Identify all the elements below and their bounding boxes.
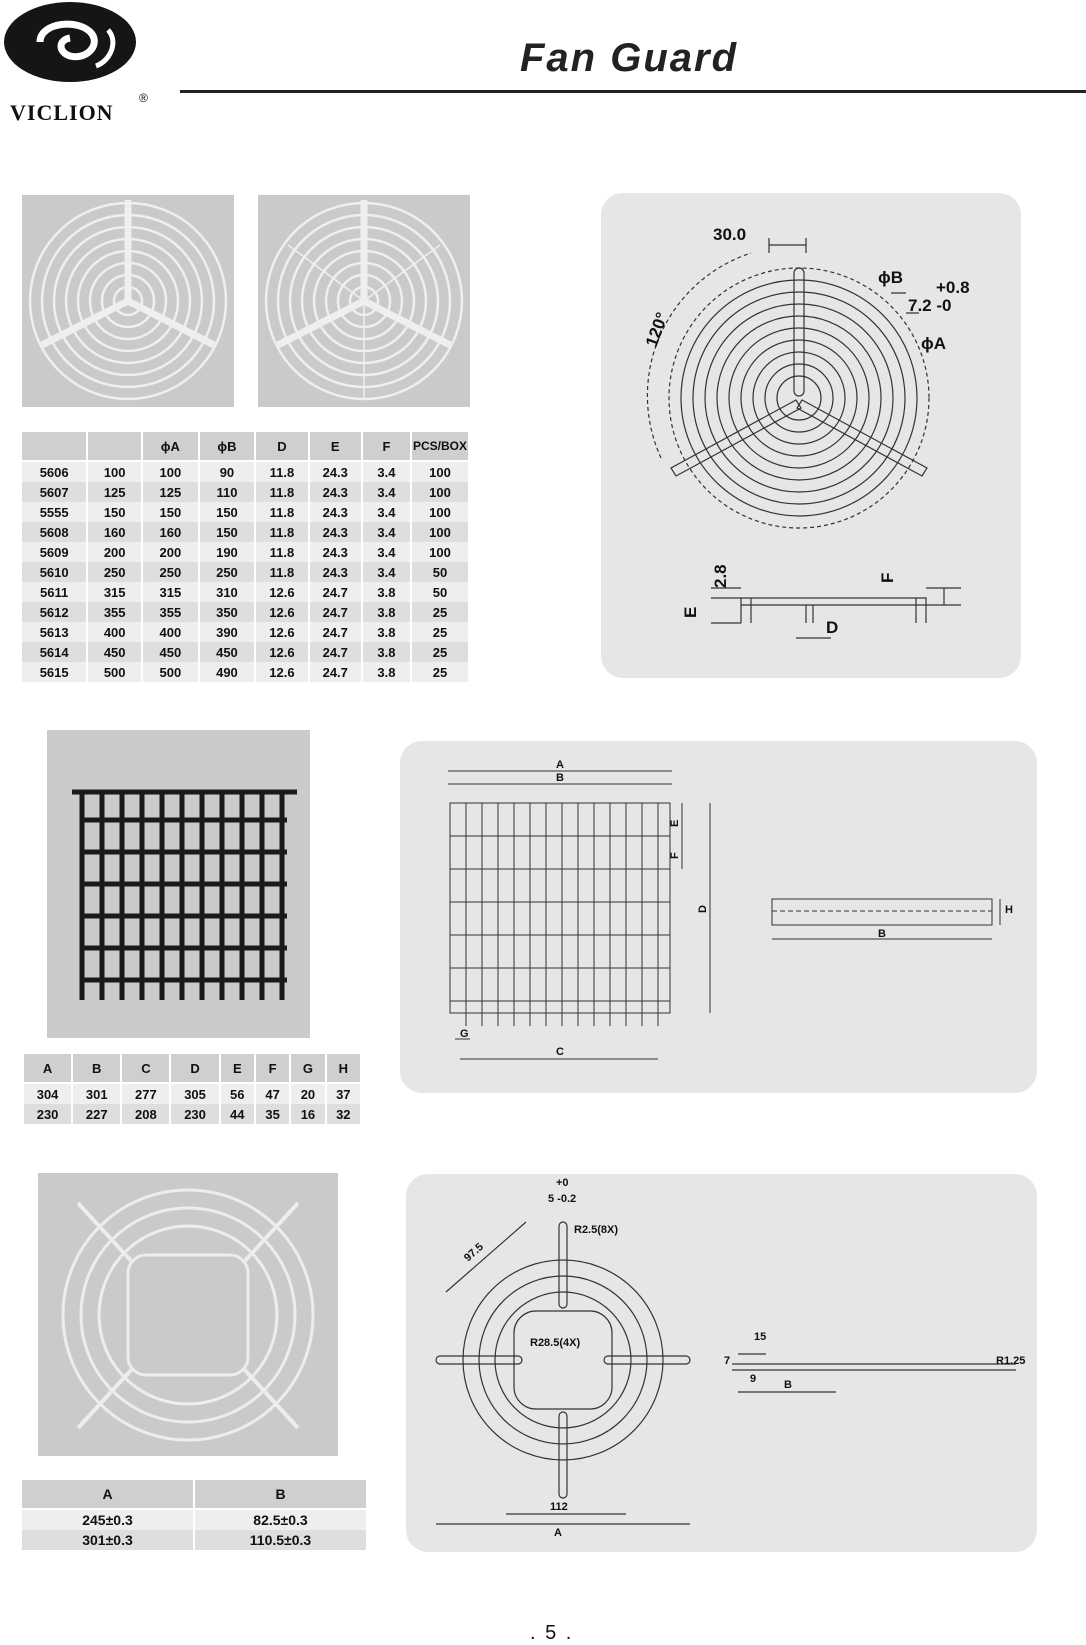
table-cell: 150	[87, 502, 142, 522]
logo	[0, 0, 140, 90]
table-cell: 230	[170, 1104, 219, 1124]
square-guard-photo	[47, 730, 310, 1038]
col-header: F	[362, 431, 411, 461]
dim-h: H	[1005, 904, 1013, 916]
table-cell: 250	[199, 562, 256, 582]
table-cell: 5608	[21, 522, 87, 542]
ring-guard-photo	[38, 1173, 338, 1456]
table-cell: 3.8	[362, 622, 411, 642]
table-cell: 37	[326, 1083, 361, 1104]
table-cell: 24.7	[309, 642, 362, 662]
dim-a: A	[556, 759, 564, 771]
col-header: ϕB	[199, 431, 256, 461]
col-header: E	[309, 431, 362, 461]
round-guard-photo-1	[22, 195, 234, 407]
dim-d: D	[826, 618, 839, 637]
table-cell: 301	[72, 1083, 121, 1104]
table-cell: 3.4	[362, 522, 411, 542]
table-cell: 44	[220, 1104, 255, 1124]
table-cell: 350	[199, 602, 256, 622]
dim-b: B	[784, 1379, 792, 1391]
table-cell: 90	[199, 461, 256, 482]
table-cell: 100	[411, 502, 469, 522]
table-cell: 250	[142, 562, 199, 582]
dim-phi-b: ϕB	[878, 268, 904, 287]
header-rule	[180, 90, 1086, 93]
table-cell: 150	[199, 502, 256, 522]
table-cell: 20	[290, 1083, 325, 1104]
dim-tol-plus: +0	[556, 1177, 569, 1189]
registered-mark: ®	[139, 91, 148, 105]
table-cell: 11.8	[255, 502, 308, 522]
table-cell: 310	[199, 582, 256, 602]
col-header: E	[220, 1053, 255, 1083]
table-cell: 3.8	[362, 582, 411, 602]
ring-guard-drawing	[406, 1174, 1037, 1552]
dim-tol-value: 5 -0.2	[548, 1193, 577, 1205]
spec-table-round	[20, 430, 470, 682]
col-header: D	[255, 431, 308, 461]
col-header: ϕA	[142, 431, 199, 461]
table-cell: 315	[87, 582, 142, 602]
table-cell: 3.8	[362, 602, 411, 622]
table-cell: 12.6	[255, 582, 308, 602]
table-cell: 400	[87, 622, 142, 642]
table-cell: 24.3	[309, 522, 362, 542]
table-cell: 12.6	[255, 642, 308, 662]
table-row	[21, 622, 469, 642]
table-row	[21, 562, 469, 582]
table-cell: 5614	[21, 642, 87, 662]
table-cell: 11.8	[255, 461, 308, 482]
table-cell: 150	[142, 502, 199, 522]
table-cell: 3.4	[362, 461, 411, 482]
dim-c: C	[556, 1046, 564, 1058]
dim-2-8: 2.8	[711, 564, 730, 588]
table-cell: 50	[411, 562, 469, 582]
dim-b-side: B	[878, 928, 886, 940]
col-header: PCS/BOX	[411, 431, 469, 461]
table-cell: 160	[142, 522, 199, 542]
product-photo-round-guard-1	[22, 195, 234, 407]
table-cell: 24.3	[309, 562, 362, 582]
diagram-panel-square	[400, 741, 1037, 1093]
round-guard-photo-2	[258, 195, 470, 407]
table-cell: 12.6	[255, 662, 308, 682]
table-cell: 24.3	[309, 482, 362, 502]
product-photo-round-guard-2	[258, 195, 470, 407]
dim-f: F	[878, 572, 897, 583]
col-header	[87, 431, 142, 461]
page-number: . 5 .	[530, 1622, 574, 1644]
table-row	[21, 662, 469, 682]
product-photo-ring-guard	[38, 1173, 338, 1456]
table-cell: 3.8	[362, 642, 411, 662]
table-cell: 5555	[21, 502, 87, 522]
table-cell: 227	[72, 1104, 121, 1124]
table-cell: 160	[87, 522, 142, 542]
col-header: H	[326, 1053, 361, 1083]
table-cell: 11.8	[255, 562, 308, 582]
page-title: Fan Guard	[520, 36, 739, 80]
dim-tol-plus: +0.8	[936, 278, 970, 297]
table-cell: 150	[199, 522, 256, 542]
table-header-row	[21, 1479, 367, 1509]
dim-g: G	[460, 1028, 469, 1040]
dim-r28-5: R28.5(4X)	[530, 1337, 581, 1349]
dim-r2-5: R2.5(8X)	[574, 1224, 619, 1236]
col-header: A	[21, 1479, 194, 1509]
dim-30: 30.0	[713, 225, 747, 244]
table-row	[23, 1083, 361, 1104]
table-cell: 190	[199, 542, 256, 562]
table-cell: 11.8	[255, 542, 308, 562]
table-cell: 24.7	[309, 622, 362, 642]
table-row	[21, 582, 469, 602]
table-cell: 450	[199, 642, 256, 662]
table-cell: 25	[411, 602, 469, 622]
spec-table-square	[22, 1052, 362, 1124]
table-cell: 5612	[21, 602, 87, 622]
table-cell: 100	[411, 482, 469, 502]
table-cell: 355	[142, 602, 199, 622]
dim-phi-a: ϕA	[921, 334, 947, 353]
table-cell: 16	[290, 1104, 325, 1124]
dim-e: E	[669, 819, 681, 827]
col-header: D	[170, 1053, 219, 1083]
table-cell: 450	[87, 642, 142, 662]
col-header: A	[23, 1053, 72, 1083]
col-header: G	[290, 1053, 325, 1083]
table-cell: 5615	[21, 662, 87, 682]
table-cell: 110	[199, 482, 256, 502]
table-cell: 100	[411, 542, 469, 562]
dim-97-5: 97.5	[461, 1240, 486, 1265]
dim-e: E	[681, 606, 700, 618]
table-cell: 100	[411, 522, 469, 542]
table-cell: 200	[142, 542, 199, 562]
col-header: C	[121, 1053, 170, 1083]
table-cell: 355	[87, 602, 142, 622]
spec-table-ring	[20, 1478, 368, 1550]
table-cell: 245±0.3	[21, 1509, 194, 1530]
table-cell: 82.5±0.3	[194, 1509, 367, 1530]
table-cell: 24.7	[309, 662, 362, 682]
logo-emblem	[0, 0, 140, 90]
table-cell: 25	[411, 622, 469, 642]
table-row	[21, 1509, 367, 1530]
table-cell: 11.8	[255, 522, 308, 542]
table-cell: 24.7	[309, 582, 362, 602]
table-cell: 3.8	[362, 662, 411, 682]
table-cell: 47	[255, 1083, 290, 1104]
table-cell: 390	[199, 622, 256, 642]
table-row	[21, 1530, 367, 1550]
dim-d: D	[697, 905, 709, 913]
table-cell: 24.3	[309, 461, 362, 482]
table-cell: 304	[23, 1083, 72, 1104]
dim-112: 112	[550, 1501, 568, 1513]
round-guard-drawing	[601, 193, 1021, 678]
table-cell: 25	[411, 642, 469, 662]
table-cell: 5611	[21, 582, 87, 602]
table-cell: 208	[121, 1104, 170, 1124]
diagram-panel-round	[601, 193, 1021, 678]
table-header-row	[23, 1053, 361, 1083]
table-cell: 301±0.3	[21, 1530, 194, 1550]
table-cell: 277	[121, 1083, 170, 1104]
table-cell: 5613	[21, 622, 87, 642]
table-cell: 11.8	[255, 482, 308, 502]
dim-tol-value: 7.2 -0	[908, 296, 952, 315]
table-cell: 125	[87, 482, 142, 502]
dim-f: F	[669, 852, 681, 859]
table-cell: 5607	[21, 482, 87, 502]
col-header: B	[72, 1053, 121, 1083]
dim-9: 9	[750, 1373, 757, 1385]
table-cell: 50	[411, 582, 469, 602]
col-header: B	[194, 1479, 367, 1509]
table-cell: 100	[142, 461, 199, 482]
table-cell: 24.3	[309, 502, 362, 522]
table-cell: 230	[23, 1104, 72, 1124]
table-cell: 3.4	[362, 502, 411, 522]
table-row	[21, 642, 469, 662]
table-row	[21, 542, 469, 562]
table-cell: 35	[255, 1104, 290, 1124]
dim-7: 7	[724, 1355, 731, 1367]
dim-r1-25: R1.25	[996, 1355, 1026, 1367]
table-cell: 100	[411, 461, 469, 482]
table-row	[21, 602, 469, 622]
col-header: F	[255, 1053, 290, 1083]
table-cell: 3.4	[362, 562, 411, 582]
table-cell: 110.5±0.3	[194, 1530, 367, 1550]
table-cell: 12.6	[255, 602, 308, 622]
table-cell: 32	[326, 1104, 361, 1124]
brand-name: VICLION	[10, 100, 114, 125]
table-row	[21, 461, 469, 482]
table-cell: 56	[220, 1083, 255, 1104]
product-photo-square-guard	[47, 730, 310, 1038]
table-row	[21, 522, 469, 542]
col-header	[21, 431, 87, 461]
dim-15: 15	[754, 1331, 767, 1343]
table-cell: 24.7	[309, 602, 362, 622]
table-cell: 5609	[21, 542, 87, 562]
table-cell: 450	[142, 642, 199, 662]
dim-a: A	[554, 1527, 562, 1539]
dim-angle: 120°	[641, 309, 672, 350]
square-guard-drawing	[400, 741, 1037, 1093]
table-row	[21, 502, 469, 522]
table-cell: 305	[170, 1083, 219, 1104]
diagram-panel-ring	[406, 1174, 1037, 1552]
table-cell: 250	[87, 562, 142, 582]
table-row	[23, 1104, 361, 1124]
table-cell: 5606	[21, 461, 87, 482]
table-cell: 315	[142, 582, 199, 602]
table-cell: 500	[142, 662, 199, 682]
table-row	[21, 482, 469, 502]
table-cell: 125	[142, 482, 199, 502]
table-cell: 3.4	[362, 542, 411, 562]
table-cell: 400	[142, 622, 199, 642]
table-cell: 200	[87, 542, 142, 562]
table-header-row	[21, 431, 469, 461]
table-cell: 25	[411, 662, 469, 682]
table-cell: 12.6	[255, 622, 308, 642]
table-cell: 5610	[21, 562, 87, 582]
table-cell: 490	[199, 662, 256, 682]
table-cell: 500	[87, 662, 142, 682]
dim-b: B	[556, 772, 564, 784]
table-cell: 24.3	[309, 542, 362, 562]
table-cell: 100	[87, 461, 142, 482]
table-cell: 3.4	[362, 482, 411, 502]
